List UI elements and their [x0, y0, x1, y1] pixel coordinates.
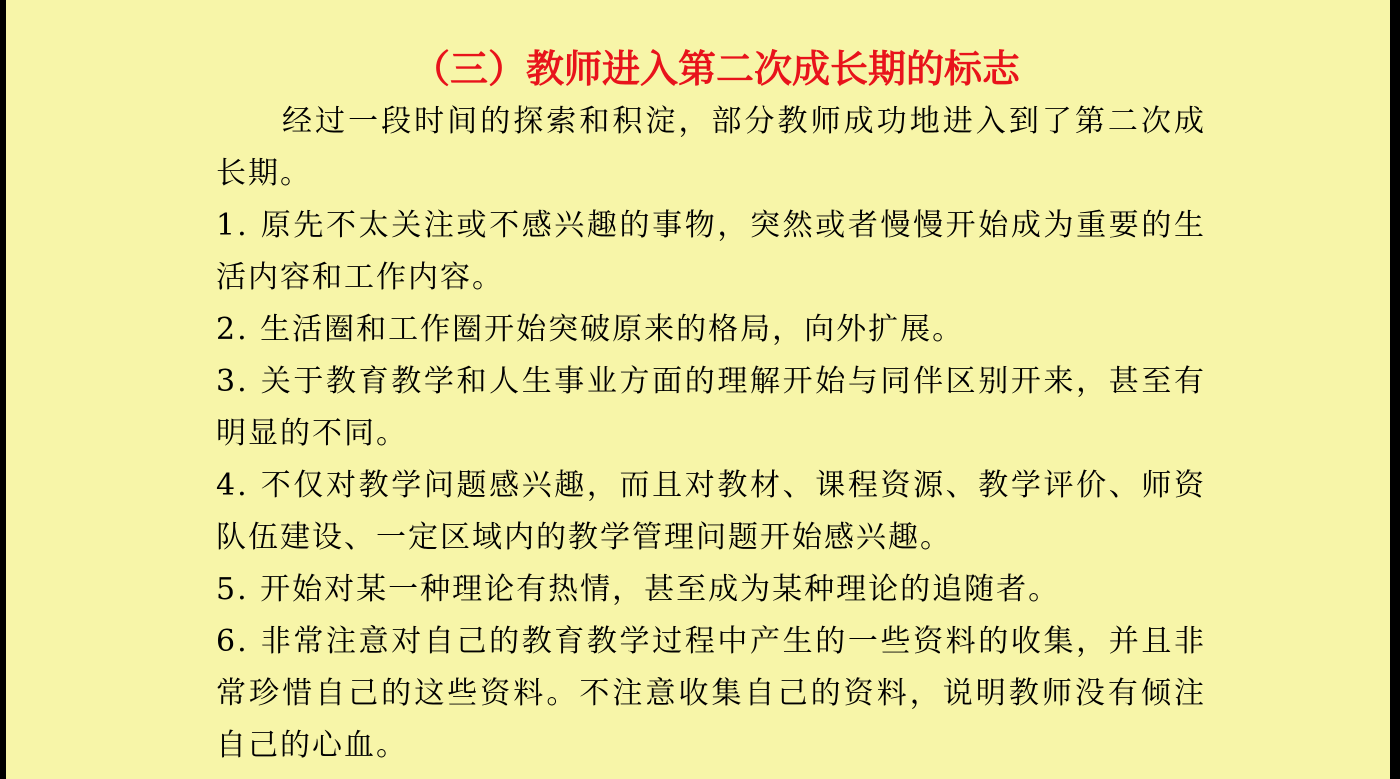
- list-item-3: 3. 关于教育教学和人生事业方面的理解开始与同伴区别开来，甚至有明显的不同。: [216, 364, 1206, 451]
- list-item-1: 1. 原先不太关注或不感兴趣的事物，突然或者慢慢开始成为重要的生活内容和工作内容。: [216, 208, 1206, 295]
- list-item-2: 2. 生活圈和工作圈开始突破原来的格局，向外扩展。: [216, 312, 965, 347]
- slide: [6, 0, 1390, 779]
- intro-paragraph: 经过一段时间的探索和积淀，部分教师成功地进入到了第二次成长期。: [216, 104, 1206, 191]
- slide-body: [216, 96, 1206, 772]
- list-item-5: 5. 开始对某一种理论有热情，甚至成为某种理论的追随者。: [216, 572, 1061, 607]
- list-item-4: 4. 不仅对教学问题感兴趣，而且对教材、课程资源、教学评价、师资队伍建设、一定区域内的教学管理问题开始感兴趣。: [216, 468, 1206, 555]
- slide-title: （三）教师进入第二次成长期的标志: [411, 47, 1020, 91]
- list-item-6: 6. 非常注意对自己的教育教学过程中产生的一些资料的收集，并且非常珍惜自己的这些资料。不注意收集自己的资料，说明教师没有倾注自己的心血。: [216, 624, 1206, 763]
